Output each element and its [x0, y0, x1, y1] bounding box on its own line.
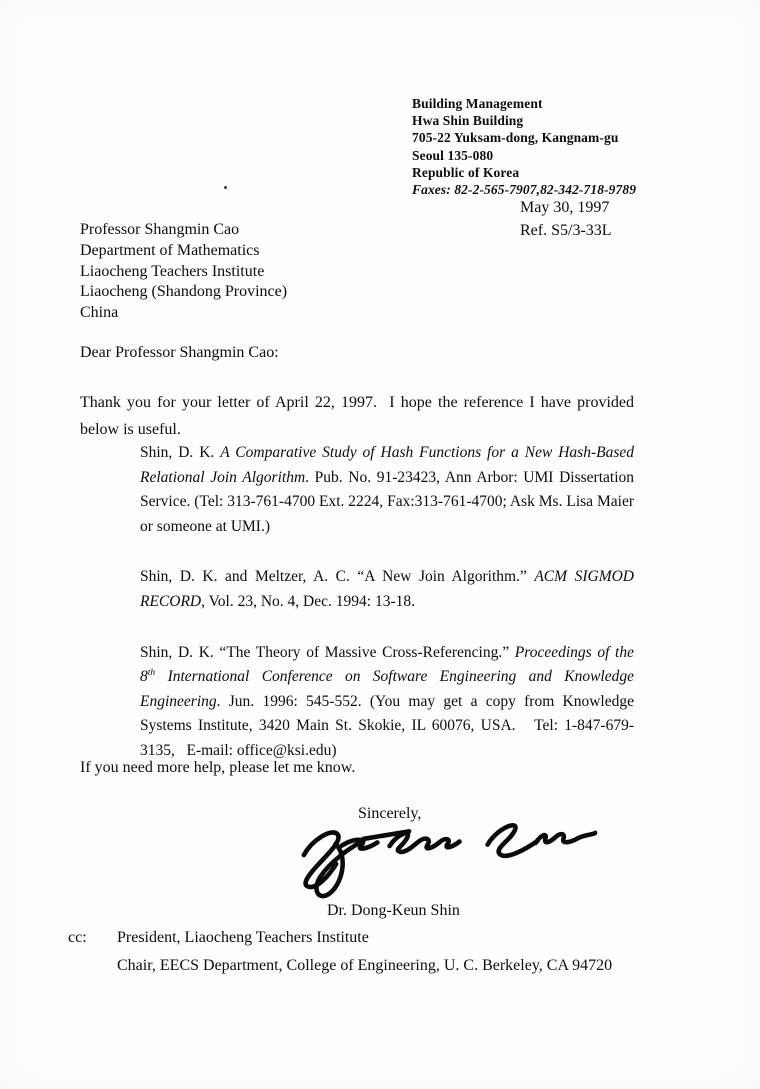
reference-number: Ref. S5/3-33L — [520, 222, 612, 239]
cc-label: cc: — [68, 929, 87, 946]
recipient-line: Professor Shangmin Cao — [80, 221, 240, 238]
cc-items — [117, 924, 612, 979]
closing-line: If you need more help, please let me know. — [80, 759, 356, 776]
letterhead-line: Republic of Korea — [412, 164, 520, 180]
letterhead-fax-line: Faxes: 82-2-565-7907,82-342-718-9789 — [412, 182, 637, 198]
handwritten-signature — [297, 811, 600, 903]
recipient-line: China — [80, 304, 119, 322]
cc-row — [68, 924, 612, 979]
reference-title-italic: ACM SIGMOD RECORD — [140, 568, 634, 610]
cc-item: Chair, EECS Department, College of Engineering, U. C. Berkeley, CA 94720 — [117, 956, 613, 974]
reference-text: . Pub. No. 91-23423, Ann Arbor: UMI Dissertation Service. (Tel: 313-761-4700 Ext. 2224, Fax:313-761-4700; Ask Ms. Lisa Maier or someone at UMI.) — [140, 468, 634, 535]
reference-title-italic: International Conference on Software Engineering and Knowledge Engineering — [140, 668, 634, 710]
sender-name: Dr. Dong-Keun Shin — [327, 902, 460, 919]
reference-text: Shin, D. K. “The Theory of Massive Cross-Referencing.” — [140, 643, 515, 661]
reference-item-3 — [140, 641, 634, 764]
recipient-line: Liaocheng Teachers Institute — [80, 262, 265, 280]
date-reference-block — [520, 196, 612, 242]
signature-icon — [297, 811, 600, 903]
recipient-line: Liaocheng (Shandong Province) — [80, 283, 288, 301]
intro-paragraph: Thank you for your letter of April 22, 1997. I hope the reference I have provided below is useful. — [80, 394, 634, 438]
recipient-address-block — [80, 220, 287, 324]
cc-block — [68, 924, 612, 979]
salutation: Dear Professor Shangmin Cao: — [80, 344, 279, 361]
letterhead-line: 705-22 Yuksam-dong, Kangnam-gu — [412, 130, 619, 146]
reference-superscript: th — [147, 667, 156, 678]
references-list — [140, 441, 634, 790]
reference-item-1 — [140, 441, 634, 539]
letter-date: May 30, 1997 — [520, 199, 610, 216]
signoff: Sincerely, — [358, 805, 422, 822]
reference-text: , Vol. 23, No. 4, Dec. 1994: 13-18. — [201, 592, 415, 610]
reference-item-2 — [140, 565, 634, 614]
cc-item: President, Liaocheng Teachers Institute — [117, 929, 369, 946]
letterhead-line: Building Management — [412, 96, 543, 111]
letterhead-block — [412, 95, 636, 198]
reference-title-italic: Proceedings of the 8 — [140, 643, 634, 686]
letterhead-line: Seoul 135-080 — [412, 147, 494, 163]
reference-title-italic: A Comparative Study of Hash Functions for a New Hash-Based Relational Join Algorithm — [140, 444, 634, 486]
recipient-line: Department of Mathematics — [80, 241, 260, 259]
reference-text: . Jun. 1996: 545-552. (You may get a copy from Knowledge Systems Institute, 3420 Main St. Skokie, IL 60076, USA. Tel: 1-847-679-3135, E-mail: office@ksi.edu) — [140, 692, 634, 759]
scan-artifact-dot — [224, 186, 227, 189]
reference-text: Shin, D. K. — [140, 444, 221, 461]
letterhead-line: Hwa Shin Building — [412, 113, 524, 129]
reference-text: Shin, D. K. and Meltzer, A. C. “A New Join Algorithm.” — [140, 568, 535, 586]
